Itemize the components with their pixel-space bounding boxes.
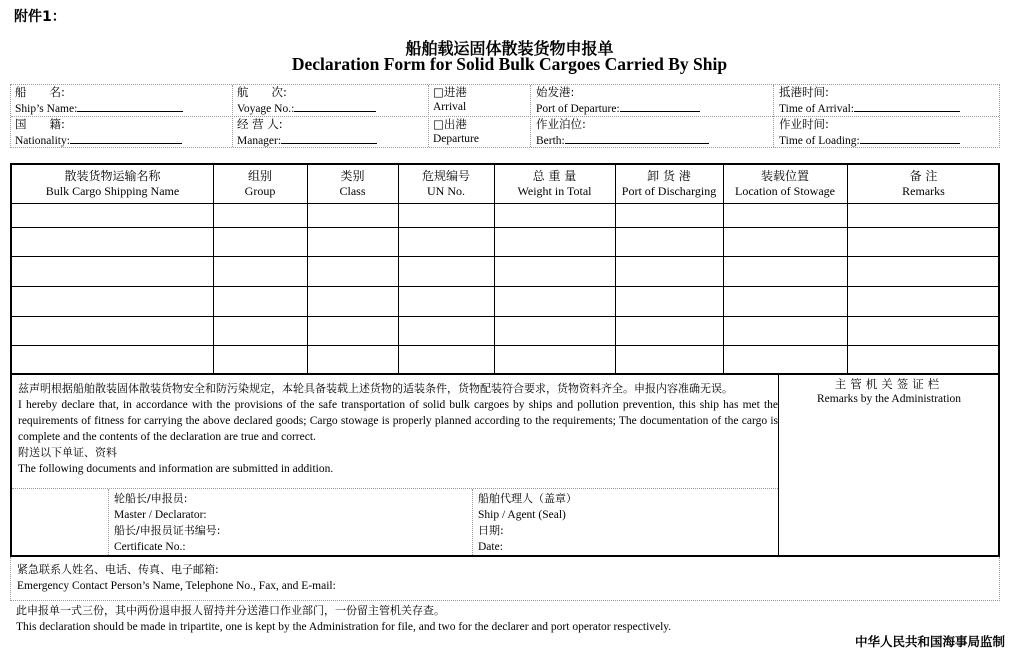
col-header-remarks: 备 注 Remarks <box>902 169 945 198</box>
attachment-label: 附件1： <box>14 9 66 25</box>
col-header-un-no: 危规编号 UN No. <box>421 169 470 198</box>
form-title-cn: 船舶载运固体散装货物申报单 <box>405 39 614 58</box>
col-header-class: 类别 Class <box>339 169 366 198</box>
agent-seal-field[interactable]: 船舶代理人（盖章） Ship / Agent (Seal) <box>478 492 577 521</box>
signature-area <box>12 488 778 555</box>
time-of-loading-field[interactable]: 作业时间: Time of Loading: <box>779 117 960 149</box>
emergency-contact-field[interactable]: 紧急联系人姓名、电话、传真、电子邮箱: Emergency Contact Person’s Name, Telephone No., Fax, and E-mail: <box>10 557 1000 601</box>
time-of-arrival-field[interactable]: 抵港时间: Time of Arrival: <box>779 85 960 117</box>
departure-checkbox[interactable]: □出港 Departure <box>433 117 479 145</box>
col-header-port-discharging: 卸 货 港 Port of Discharging <box>621 169 717 198</box>
date-field[interactable]: 日期: Date: <box>478 524 504 553</box>
col-header-weight: 总 重 量 Weight in Total <box>517 169 592 198</box>
port-of-departure-field[interactable]: 始发港: Port of Departure: <box>536 85 700 117</box>
arrival-checkbox[interactable]: □进港 Arrival <box>433 85 467 113</box>
cargo-table <box>10 163 1000 375</box>
nationality-field[interactable]: 国 籍: Nationality: <box>15 117 182 149</box>
administration-remarks-box[interactable]: 主管机关签证栏 Remarks by the Administration <box>816 377 962 405</box>
declaration-text: 兹声明根据船舶散装固体散装货物安全和防污染规定，本轮具备装载上述货物的适装条件，货物配装符合要求，货物资料齐全。申报内容准确无误。 I hereby declare that, in accordance with the provisions of the safe transportation of solid bulk cargoes by ships and pollution prevention, this ship has met the requirements of fitness for carrying the above declared goods; Cargo stowage is properly planned according to the requirements; The documentation of the cargo is complete and the contents of the declaration are true and correct. 附送以下单证、资料 The following documents and information are submitted in addition. <box>18 382 778 475</box>
footer-note: 此申报单一式三份，其中两份退申报人留持并分送港口作业部门，一份留主管机关存查。 This declaration should be made in tripartite, one is kept by the Administration for file, and two for the declarer and port operator respectively. <box>16 604 672 633</box>
issuer-label: 中华人民共和国海事局监制 <box>854 634 1005 649</box>
ship-info-grid <box>10 84 1000 148</box>
col-header-cargo-name: 散装货物运输名称 Bulk Cargo Shipping Name <box>45 169 180 198</box>
declaration-section <box>10 375 1000 557</box>
col-header-group: 组别 Group <box>244 169 276 198</box>
col-header-stowage: 装载位置 Location of Stowage <box>735 169 835 198</box>
certificate-number-field[interactable]: 船长/申报员证书编号: Certificate No.: <box>114 524 221 553</box>
berth-field[interactable]: 作业泊位: Berth: <box>536 117 709 149</box>
master-signature-field[interactable]: 轮船长/申报员: Master / Declarator: <box>114 492 207 521</box>
manager-field[interactable]: 经 营 人: Manager: <box>237 117 377 149</box>
ship-name-field[interactable]: 船 名: Ship’s Name: <box>15 85 183 117</box>
form-title-en: Declaration Form for Solid Bulk Cargoes Carried By Ship <box>291 54 728 74</box>
voyage-field[interactable]: 航 次: Voyage No.: <box>237 85 376 117</box>
